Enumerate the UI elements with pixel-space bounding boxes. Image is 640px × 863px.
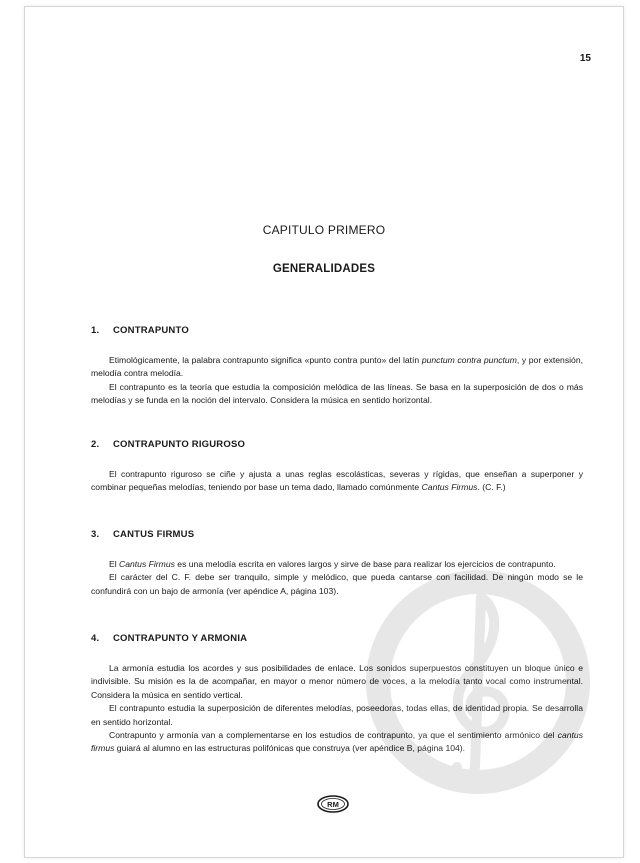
section-heading xyxy=(91,439,583,450)
section-heading xyxy=(91,529,583,540)
section-contrapunto-y-armonia xyxy=(91,633,583,756)
publisher-logo-text: RM xyxy=(327,800,339,809)
paragraph: El contrapunto riguroso se ciñe y ajusta a unas reglas escolásticas, severas y rígidas, que enseñan a superponer y combinar pequeñas melodías, teniendo por base un tema dado, llamado comúnmente Cantus Firmus. (C. F.) xyxy=(91,469,583,493)
section-number: 4. xyxy=(91,633,100,644)
section-cantus-firmus xyxy=(91,529,583,598)
section-title: CONTRAPUNTO xyxy=(113,325,189,336)
paragraph: Etimológicamente, la palabra contrapunto significa «punto contra punto» del latín punctum contra punctum, y por extensión, melodía contra melodía. xyxy=(91,355,583,379)
paragraph: El Cantus Firmus es una melodía escrita en valores largos y sirve de base para realizar los ejercicios de contrapunto. xyxy=(109,559,556,569)
page-number: 15 xyxy=(579,53,591,64)
paragraph: La armonía estudia los acordes y sus posibilidades de enlace. Los sonidos superpuestos constituyen un bloque único e indivisible. Su misión es la de acompañar, en mayor o menor número de voces, a la melodía tanto vocal como instrumental. Considera la música en sentido vertical. xyxy=(91,663,583,700)
section-contrapunto-riguroso xyxy=(91,439,583,495)
paragraph: El carácter del C. F. debe ser tranquilo, simple y melódico, que pueda cantarse con facilidad. De ningún modo se le confundirá con un bajo de armonía (ver apéndice A, página 103). xyxy=(91,572,583,596)
document-page xyxy=(24,6,624,858)
section-number: 3. xyxy=(91,529,100,540)
main-title: GENERALIDADES xyxy=(272,263,376,275)
section-heading xyxy=(91,325,583,336)
section-number: 1. xyxy=(91,325,100,336)
paragraph: El contrapunto estudia la superposición de diferentes melodías, poseedoras, todas ellas, de identidad propia. Se desarrolla en sentido horizontal. xyxy=(91,703,583,727)
section-title: CONTRAPUNTO RIGUROSO xyxy=(113,439,246,450)
section-title: CANTUS FIRMUS xyxy=(113,529,195,540)
chapter-title: CAPITULO PRIMERO xyxy=(262,223,386,237)
section-contrapunto xyxy=(91,325,583,408)
section-title: CONTRAPUNTO Y ARMONIA xyxy=(113,633,248,644)
section-heading xyxy=(91,633,583,644)
publisher-logo xyxy=(317,795,349,813)
paragraph: El contrapunto es la teoría que estudia la composición melódica de las líneas. Se basa en la superposición de dos o más melodías y se funda en la noción del intervalo. Considera la música en sentido horizontal. xyxy=(91,381,583,406)
paragraph: Contrapunto y armonía van a complementarse en los estudios de contrapunto, ya que el sentimiento armónico del cantus firmus guiará al alumno en las estructuras polifónicas que construya (ver apéndice B, página 104). xyxy=(91,730,583,754)
section-number: 2. xyxy=(91,439,100,450)
